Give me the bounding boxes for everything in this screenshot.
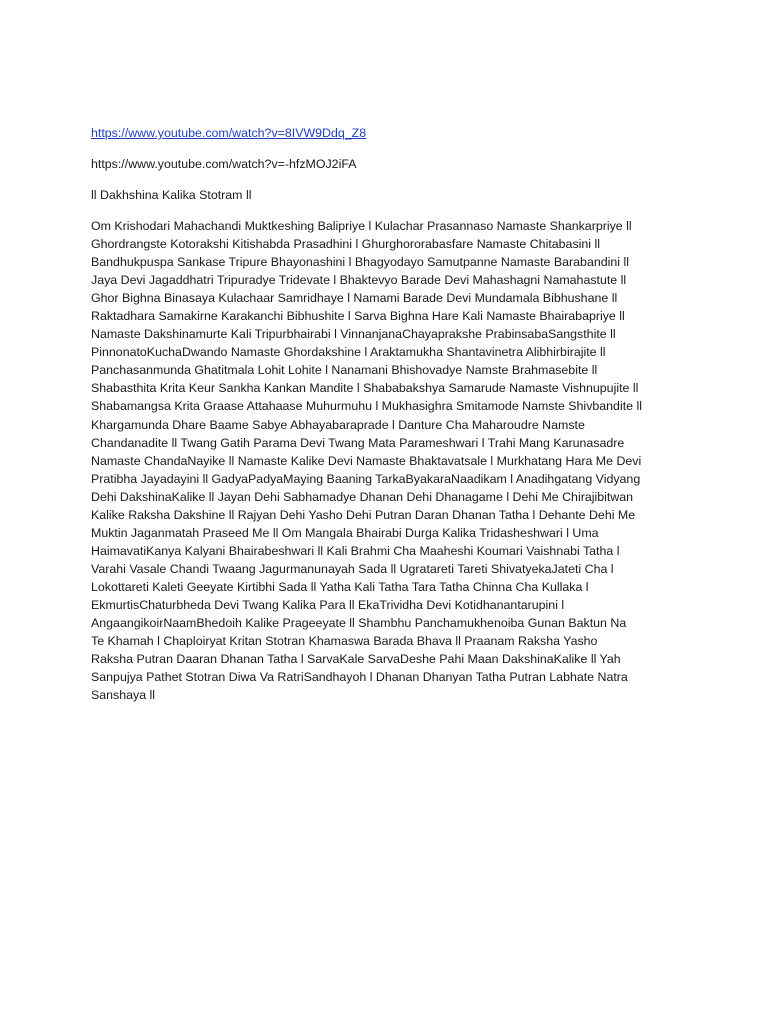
body-line: Shabamangsa Krita Graase Attahaase Muhurmuhu l Mukhasighra Smitamode Namste Shivbandite ll	[91, 399, 642, 414]
body-line: Te Khamah l Chaploiryat Kritan Stotran Khamaswa Barada Bhava ll Praanam Raksha Yasho	[91, 634, 598, 649]
body-line: Ghor Bighna Binasaya Kulachaar Samridhaye l Namami Barade Devi Mundamala Bibhushane ll	[91, 291, 618, 306]
body-line: Shabasthita Krita Keur Sankha Kankan Mandite l Shababakshya Samarude Namaste Vishnupujite ll	[91, 381, 639, 396]
body-line: PinnonatoKuchaDwando Namaste Ghordakshine l Araktamukha Shantavinetra Alibhirbirajite ll	[91, 345, 606, 360]
document-page	[91, 124, 683, 704]
body-line: AngaangikoirNaamBhedoih Kalike Prageeyate ll Shambhu Panchamukhenoiba Gunan Baktun Na	[91, 616, 627, 631]
body-line: Jaya Devi Jagaddhatri Tripuradye Tridevate l Bhaktevyo Barade Devi Mahashagni Namahastute ll	[91, 273, 627, 288]
body-line: Sanshaya ll	[91, 688, 156, 703]
body-line: Ghordrangste Kotorakshi Kitishabda Prasadhini l Ghurghororabasfare Namaste Chitabasini ll	[91, 237, 600, 252]
body-line: Bandhukpuspa Sankase Tripure Bhayonashini l Bhagyodayo Samutpanne Namaste Barabandini ll	[91, 255, 629, 270]
body-line: Varahi Vasale Chandi Twaang Jagurmanunayah Sada ll Ugratareti Tareti ShivatyekaJateti Cha l	[91, 561, 614, 576]
youtube-link-1[interactable]: https://www.youtube.com/watch?v=8IVW9Ddq_Z8	[91, 126, 367, 140]
body-line: Lokottareti Kaleti Geeyate Kirtibhi Sada ll Yatha Kali Tatha Tara Tatha Chinna Cha Kullaka l	[91, 579, 589, 594]
stotram-title: ll Dakhshina Kalika Stotram ll	[91, 188, 252, 202]
body-line: Chandanadite ll Twang Gatih Parama Devi Twang Mata Parameshwari l Trahi Mang Karunasadre	[91, 435, 625, 450]
body-line: Khargamunda Dhare Baame Sabye Abhayabaraprade l Danture Cha Maharoudre Namste	[91, 417, 585, 432]
body-line: Raktadhara Samakirne Karakanchi Bibhushite l Sarva Bighna Hare Kali Namaste Bhairabapriye ll	[91, 309, 625, 324]
body-line: Raksha Putran Daaran Dhanan Tatha l SarvaKale SarvaDeshe Pahi Maan DakshinaKalike ll Yah	[91, 652, 621, 667]
body-line: Namaste Dakshinamurte Kali Tripurbhairabi l VinnanjanaChayaprakshe PrabinsabaSangsthite ll	[91, 327, 616, 342]
body-line: Panchasanmunda Ghatitmala Lohit Lohite l Nanamani Bhishovadye Namste Brahmasebite ll	[91, 363, 598, 378]
body-line: Sanpujya Pathet Stotran Diwa Va RatriSandhayoh l Dhanan Dhanyan Tatha Putran Labhate Natra	[91, 670, 628, 685]
body-line: Om Krishodari Mahachandi Muktkeshing Balipriye l Kulachar Prasannaso Namaste Shankarpriye ll	[91, 219, 632, 233]
body-line: Muktin Jaganmatah Praseed Me ll Om Mangala Bhairabi Durga Kalika Tridasheshwari l Uma	[91, 525, 599, 540]
youtube-url-2: https://www.youtube.com/watch?v=-hfzMOJ2iFA	[91, 157, 357, 171]
body-line: HaimavatiKanya Kalyani Bhairabeshwari ll Kali Brahmi Cha Maaheshi Koumari Vaishnabi Tatha l	[91, 543, 620, 558]
body-line: EkmurtisChaturbheda Devi Twang Kalika Para ll EkaTrividha Devi Kotidhanantarupini l	[91, 597, 565, 612]
stotram-body	[91, 217, 683, 704]
body-line: Namaste ChandaNayike ll Namaste Kalike Devi Namaste Bhaktavatsale l Murkhatang Hara Me Devi	[91, 453, 642, 468]
body-line: Dehi DakshinaKalike ll Jayan Dehi Sabhamadye Dhanan Dehi Dhanagame l Dehi Me Chirajibitwan	[91, 489, 634, 504]
body-line: Kalike Raksha Dakshine ll Rajyan Dehi Yasho Dehi Putran Daran Dhanan Tatha l Dehante Dehi Me	[91, 507, 636, 522]
body-line: Pratibha Jayadayini ll GadyaPadyaMaying Baaning TarkaByakaraNaadikam l Anadihgatang Vidyang	[91, 471, 641, 486]
